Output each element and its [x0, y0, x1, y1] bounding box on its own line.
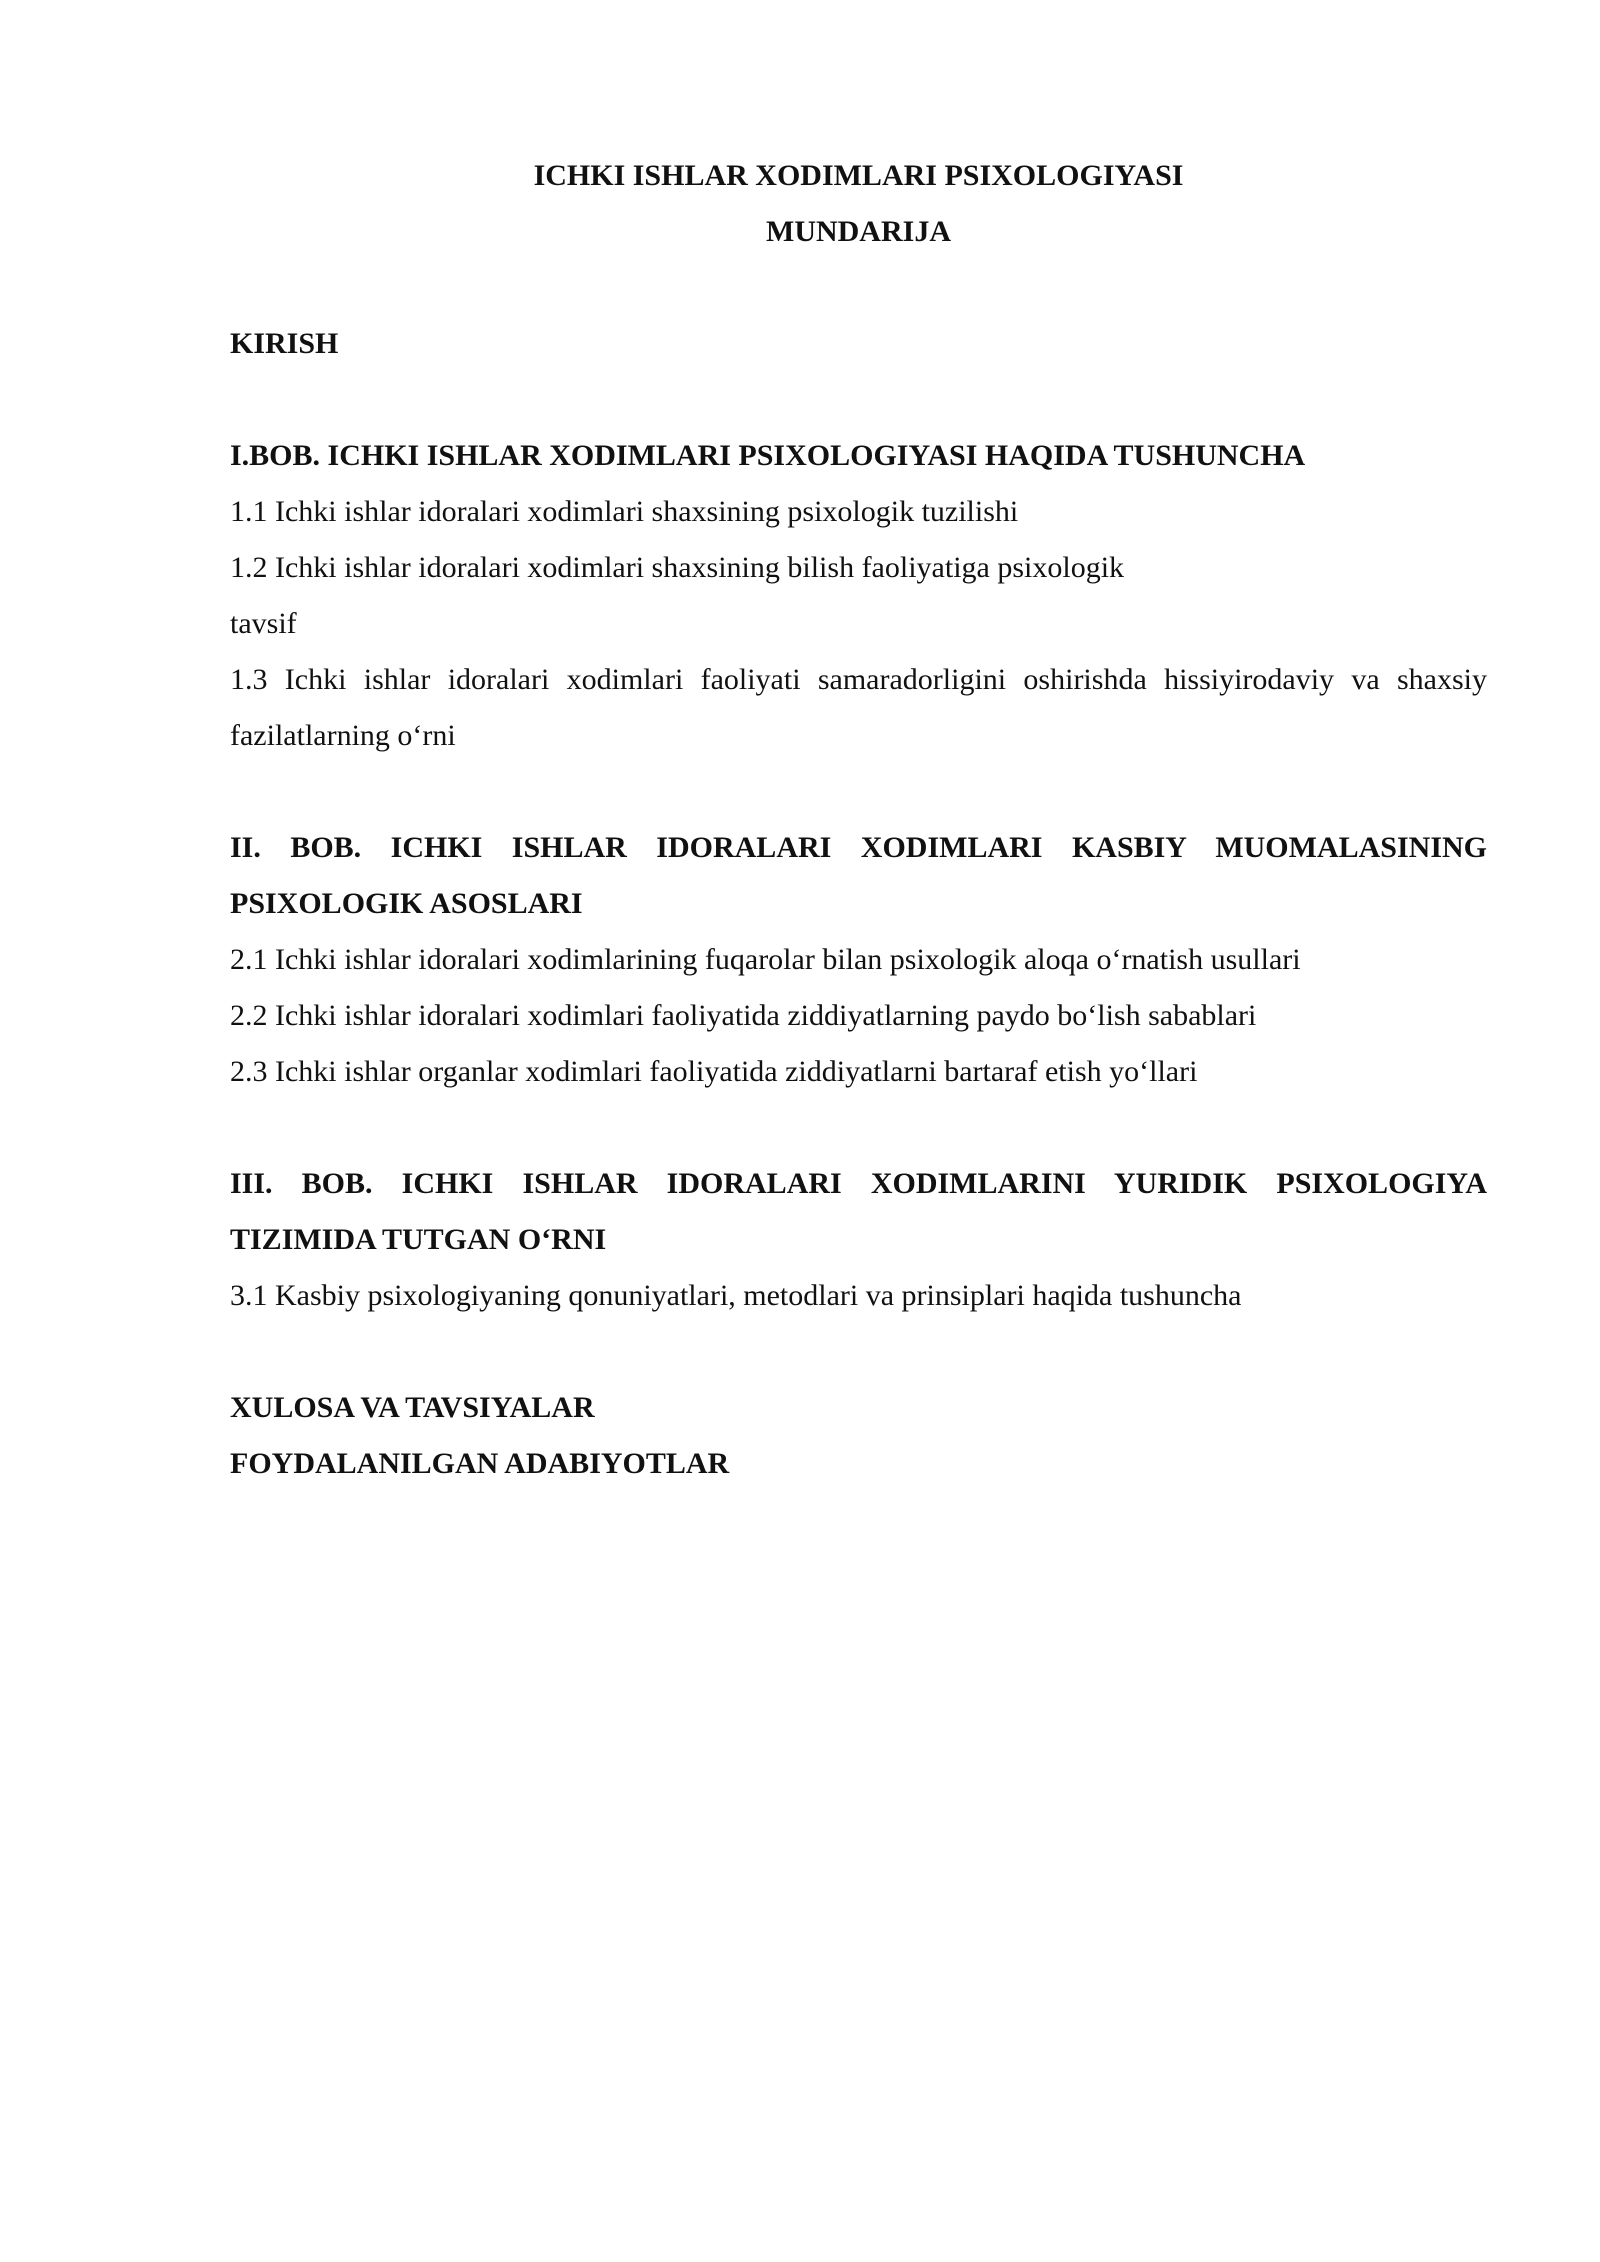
- toc-entry-references: FOYDALANILGAN ADABIYOTLAR: [230, 1447, 730, 1480]
- toc-item-2-3: 2.3 Ichki ishlar organlar xodimlari faoliyatida ziddiyatlarni bartaraf etish yo‘llari: [230, 1055, 1198, 1088]
- toc-entry-intro: KIRISH: [230, 327, 339, 360]
- toc-entry-conclusion: XULOSA VA TAVSIYALAR: [230, 1391, 595, 1424]
- toc-chapter-3-heading: III. BOB. ICHKI ISHLAR IDORALARI XODIMLARINI YURIDIK PSIXOLOGIYA TIZIMIDA TUTGAN O‘RNI: [230, 1167, 1487, 1256]
- table-of-contents: [230, 148, 1487, 1492]
- toc-item-2-2: 2.2 Ichki ishlar idoralari xodimlari faoliyatida ziddiyatlarning paydo bo‘lish sabablari: [230, 999, 1257, 1032]
- toc-item-2-1: 2.1 Ichki ishlar idoralari xodimlarining fuqarolar bilan psixologik aloqa o‘rnatish usullari: [230, 943, 1301, 976]
- spacer: [230, 372, 1487, 428]
- toc-item-1-3: 1.3 Ichki ishlar idoralari xodimlari faoliyati samaradorligini oshirishda hissiyirodaviy va shaxsiy fazilatlarning o‘rni: [230, 663, 1487, 752]
- toc-item-1-2-continued: tavsif: [230, 607, 297, 640]
- spacer: [230, 764, 1487, 820]
- spacer: [230, 1100, 1487, 1156]
- toc-chapter-1-heading: I.BOB. ICHKI ISHLAR XODIMLARI PSIXOLOGIYASI HAQIDA TUSHUNCHA: [230, 439, 1306, 472]
- toc-chapter-2-heading: II. BOB. ICHKI ISHLAR IDORALARI XODIMLARI KASBIY MUOMALASINING PSIXOLOGIK ASOSLARI: [230, 831, 1487, 920]
- spacer: [230, 260, 1487, 316]
- toc-item-1-2: 1.2 Ichki ishlar idoralari xodimlari shaxsining bilish faoliyatiga psixologik: [230, 551, 1125, 584]
- toc-item-1-1: 1.1 Ichki ishlar idoralari xodimlari shaxsining psixologik tuzilishi: [230, 495, 1019, 528]
- document-title: ICHKI ISHLAR XODIMLARI PSIXOLOGIYASI: [533, 159, 1184, 192]
- spacer: [230, 1324, 1487, 1380]
- contents-heading: MUNDARIJA: [766, 215, 951, 248]
- toc-item-3-1: 3.1 Kasbiy psixologiyaning qonuniyatlari, metodlari va prinsiplari haqida tushuncha: [230, 1279, 1242, 1312]
